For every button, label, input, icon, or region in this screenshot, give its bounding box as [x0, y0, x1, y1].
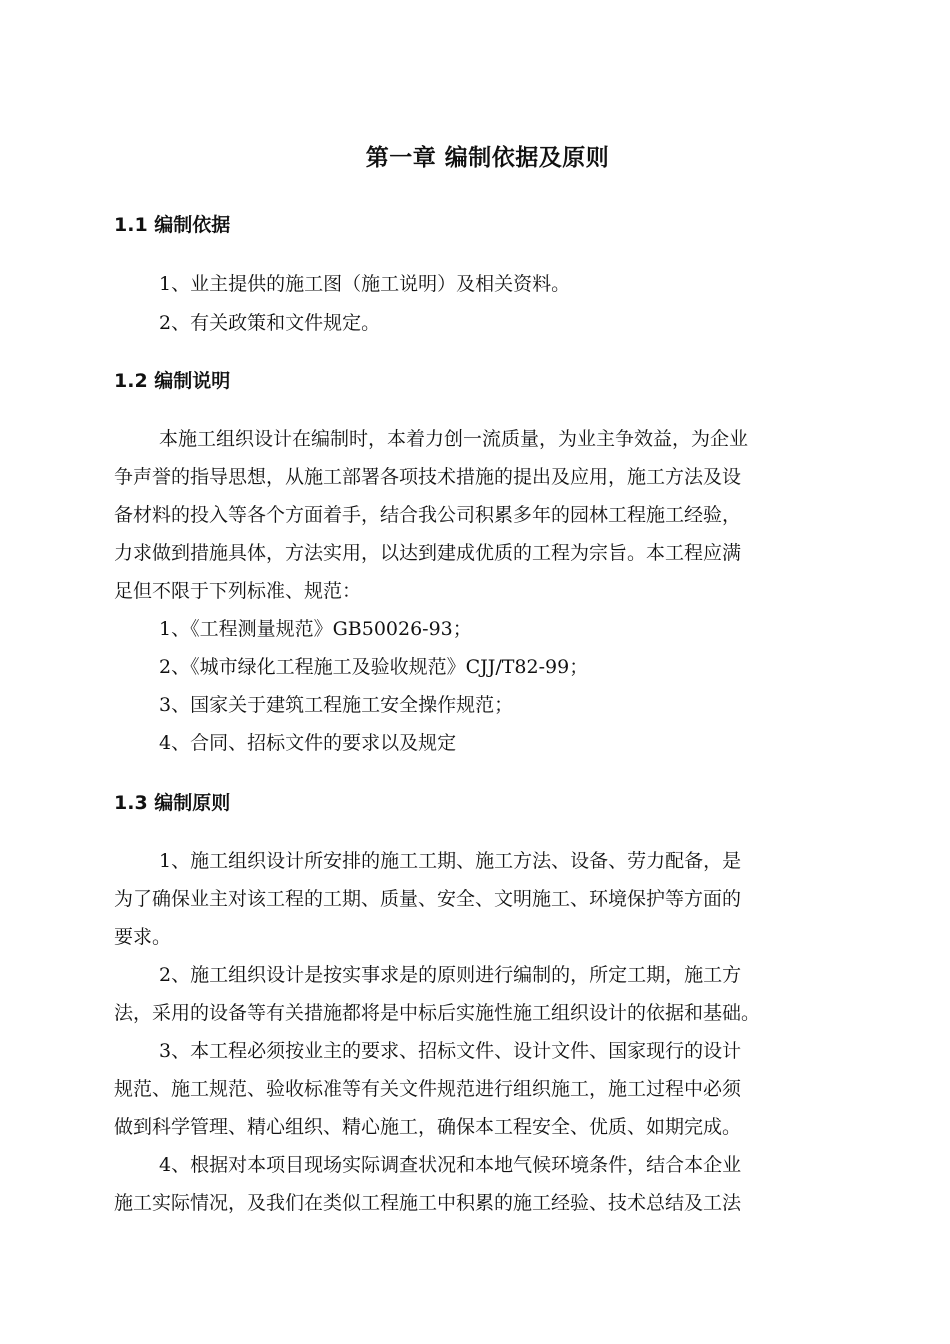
section-heading-1-2: 1.2 编制说明 [114, 370, 231, 392]
paragraph-line: 规范、施工规范、验收标准等有关文件规范进行组织施工，施工过程中必须 [114, 1078, 742, 1100]
paragraph-line: 1、施工组织设计所安排的施工工期、施工方法、设备、劳力配备，是 [159, 850, 742, 872]
paragraph-line: 本施工组织设计在编制时，本着力创一流质量，为业主争效益，为企业 [159, 428, 749, 450]
paragraph-line: 备材料的投入等各个方面着手，结合我公司积累多年的园林工程施工经验， [114, 504, 742, 526]
paragraph-line: 2、施工组织设计是按实事求是的原则进行编制的，所定工期，施工方 [159, 964, 742, 986]
paragraph-line: 要求。 [114, 926, 172, 948]
paragraph-line: 争声誉的指导思想，从施工部署各项技术措施的提出及应用，施工方法及设 [114, 466, 742, 488]
paragraph-line: 为了确保业主对该工程的工期、质量、安全、文明施工、环境保护等方面的 [114, 888, 742, 910]
paragraph-line: 4、根据对本项目现场实际调查状况和本地气候环境条件，结合本企业 [159, 1154, 742, 1176]
paragraph-line: 1、业主提供的施工图（施工说明）及相关资料。 [159, 273, 571, 295]
list-item: 2、《城市绿化工程施工及验收规范》CJJ/T82-99； [159, 656, 589, 678]
paragraph-line: 足但不限于下列标准、规范： [114, 580, 362, 602]
paragraph-line: 力求做到措施具体，方法实用，以达到建成优质的工程为宗旨。本工程应满 [114, 542, 742, 564]
list-item: 4、合同、招标文件的要求以及规定 [159, 732, 457, 754]
list-item: 1、《工程测量规范》GB50026-93； [159, 618, 472, 640]
paragraph-line: 施工实际情况，及我们在类似工程施工中积累的施工经验、技术总结及工法 [114, 1192, 742, 1214]
paragraph-line: 做到科学管理、精心组织、精心施工，确保本工程安全、优质、如期完成。 [114, 1116, 742, 1138]
paragraph-line: 2、有关政策和文件规定。 [159, 312, 381, 334]
paragraph-line: 3、本工程必须按业主的要求、招标文件、设计文件、国家现行的设计 [159, 1040, 742, 1062]
list-item: 3、国家关于建筑工程施工安全操作规范； [159, 694, 514, 716]
section-heading-1-3: 1.3 编制原则 [114, 792, 231, 814]
section-heading-1-1: 1.1 编制依据 [114, 214, 231, 236]
paragraph-line: 法，采用的设备等有关措施都将是中标后实施性施工组织设计的依据和基础。 [114, 1002, 761, 1024]
chapter-title: 第一章 编制依据及原则 [365, 145, 610, 171]
